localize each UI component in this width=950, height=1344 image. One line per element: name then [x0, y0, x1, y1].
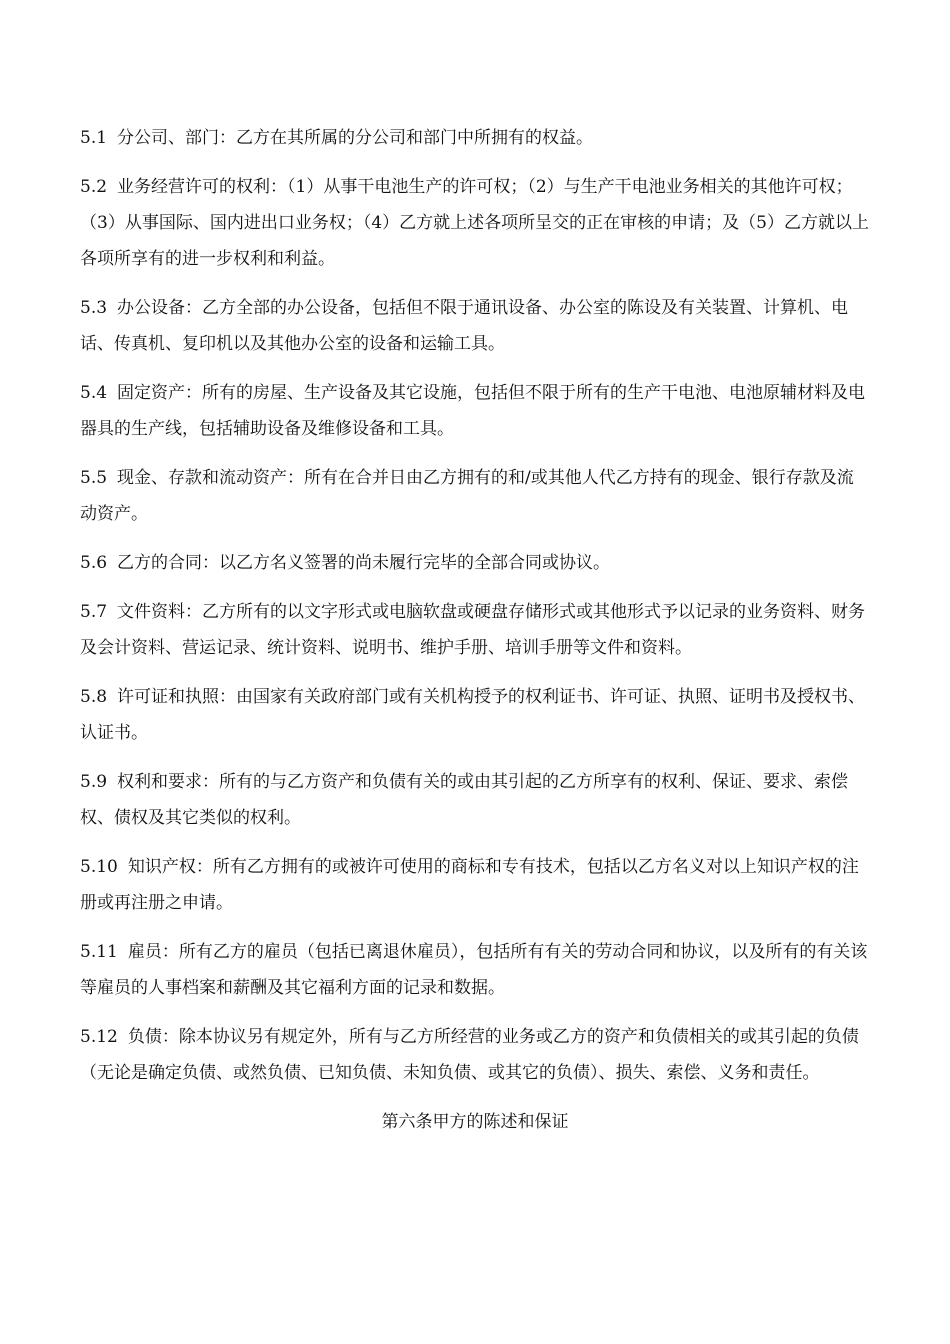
clause-number: 5.5: [80, 468, 108, 488]
clause-5-10: [80, 849, 870, 921]
clause-number: 5.1: [80, 128, 108, 148]
clause-5-1: [80, 120, 870, 156]
clause-text: 分公司、部门：乙方在其所属的分公司和部门中所拥有的权益。: [117, 128, 594, 148]
clause-text: 文件资料：乙方所有的以文字形式或电脑软盘或硬盘存储形式或其他形式予以记录的业务资料、财务及会计资料、营运记录、统计资料、说明书、维护手册、培训手册等文件和资料。: [80, 602, 866, 658]
section-heading: 第六条甲方的陈述和保证: [381, 1112, 569, 1132]
clause-5-6: [80, 545, 870, 581]
clause-text: 许可证和执照：由国家有关政府部门或有关机构授予的权利证书、许可证、执照、证明书及授权书、认证书。: [80, 687, 866, 743]
clause-5-7: [80, 594, 870, 666]
clause-number: 5.7: [80, 602, 108, 622]
clause-text: 乙方的合同：以乙方名义签署的尚未履行完毕的全部合同或协议。: [117, 553, 611, 573]
clause-number: 5.6: [80, 553, 108, 573]
clause-text: 业务经营许可的权利：（1）从事干电池生产的许可权；（2）与生产干电池业务相关的其他许可权；（3）从事国际、国内进出口业务权；（4）乙方就上述各项所呈交的正在审核的申请；及（5）乙方就以上各项所享有的进一步权利和利益。: [80, 177, 869, 269]
clause-5-5: [80, 460, 870, 532]
clause-number: 5.11: [80, 942, 118, 962]
clause-text: 权利和要求：所有的与乙方资产和负债有关的或由其引起的乙方所享有的权利、保证、要求、索偿权、债权及其它类似的权利。: [80, 772, 849, 828]
clause-5-3: [80, 290, 870, 362]
clause-text: 固定资产：所有的房屋、生产设备及其它设施，包括但不限于所有的生产干电池、电池原辅材料及电器具的生产线，包括辅助设备及维修设备和工具。: [80, 383, 866, 439]
clause-text: 办公设备：乙方全部的办公设备，包括但不限于通讯设备、办公室的陈设及有关装置、计算机、电话、传真机、复印机以及其他办公室的设备和运输工具。: [80, 298, 849, 354]
clause-number: 5.8: [80, 687, 108, 707]
clause-5-11: [80, 934, 870, 1006]
clause-number: 5.3: [80, 298, 108, 318]
clause-text: 雇员：所有乙方的雇员（包括已离退休雇员），包括所有有关的劳动合同和协议，以及所有的有关该等雇员的人事档案和薪酬及其它福利方面的记录和数据。: [80, 942, 868, 998]
clause-5-12: [80, 1019, 870, 1091]
clause-text: 知识产权：所有乙方拥有的或被许可使用的商标和专有技术，包括以乙方名义对以上知识产权的注册或再注册之申请。: [80, 857, 859, 913]
clause-text: 现金、存款和流动资产：所有在合并日由乙方拥有的和/或其他人代乙方持有的现金、银行存款及流动资产。: [80, 468, 854, 524]
clause-5-2: [80, 169, 870, 277]
clause-5-8: [80, 679, 870, 751]
clause-5-9: [80, 764, 870, 836]
clause-5-4: [80, 375, 870, 447]
clause-number: 5.12: [80, 1027, 118, 1047]
clause-number: 5.2: [80, 177, 108, 197]
clause-number: 5.4: [80, 383, 108, 403]
clause-number: 5.10: [80, 857, 118, 877]
clause-text: 负债：除本协议另有规定外，所有与乙方所经营的业务或乙方的资产和负债相关的或其引起的负债（无论是确定负债、或然负债、已知负债、未知负债、或其它的负债）、损失、索偿、义务和责任。: [80, 1027, 859, 1083]
clause-number: 5.9: [80, 772, 108, 792]
